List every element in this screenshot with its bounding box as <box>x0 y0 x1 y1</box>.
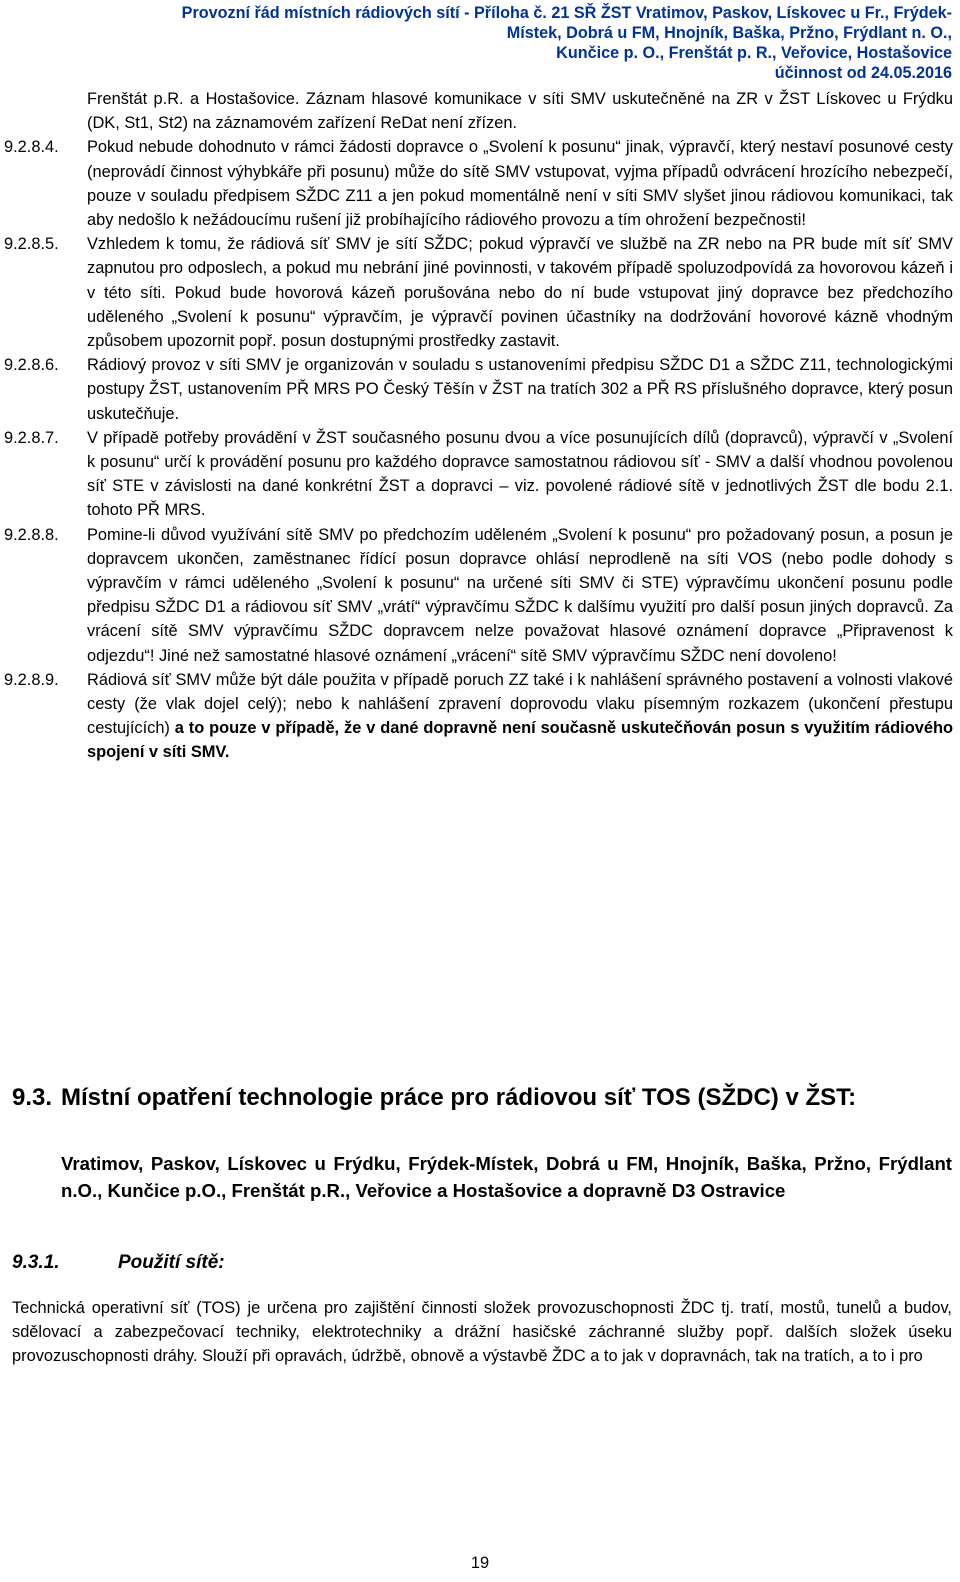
section-heading-9-3 <box>12 1082 952 1113</box>
paragraph-text: Vzhledem k tomu, že rádiová síť SMV je sítí SŽDC; pokud výpravčí ve službě na ZR nebo na PR bude mít síť SMV zapnutou pro odposlech, a pokud mu nebrání jiné povinnosti, v takovém případě spoluzodpovídá za hovorovou kázeň i v této síti. Pokud bude hovorová kázeň porušována nebo do ní bude vstupovat jiný dopravce bez předchozího uděleného „Svolení k posunu“ výpravčím, je výpravčí povinen účastníky na dodržování hovorové kázně vhodným způsobem upozornit popř. posun dostupnými prostředky zastavit. <box>87 235 953 351</box>
section-title: Místní opatření technologie práce pro rádiovou síť TOS (SŽDC) v ŽST: <box>61 1084 857 1111</box>
header-title-line-3: Kunčice p. O., Frenštát p. R., Veřovice, Hostašovice <box>556 44 952 62</box>
paragraph-9-2-8-6 <box>4 353 953 426</box>
paragraph-text: Rádiový provoz v síti SMV je organizován v souladu s ustanoveními předpisu SŽDC D1 a SŽDC Z11, technologickými postupy ŽST, ustanovením PŘ MRS PO Český Těšín v ŽST na tratích 302 a PŘ RS příslušného dopravce, který posun uskutečňuje. <box>87 356 953 423</box>
paragraph-number: 9.2.8.9. <box>4 670 59 689</box>
paragraph-text: Rádiová síť SMV může být dále použita v případě poruch ZZ také i k nahlášení správného postavení a volnosti vlakové cesty (že vlak dojel celý); nebo k nahlášení zpravení doprovodu vlaku písemným rozkazem (ukončení přestupu cestujících) <box>87 670 953 738</box>
section-number: 9.3. <box>12 1084 53 1111</box>
paragraph-bold-text: a to pouze v případě, že v dané dopravně není současně uskutečňován posun s využitím rádiového spojení v síti SMV. <box>87 719 953 762</box>
paragraph-9-2-8-8 <box>4 523 953 668</box>
paragraph-number: 9.2.8.8. <box>4 525 59 544</box>
page-number: 19 <box>470 1554 490 1572</box>
paragraph-text: V případě potřeby provádění v ŽST současného posunu dvou a více posunujících dílů (dopravců), výpravčí v „Svolení k posunu“ určí k provádění posunu pro každého dopravce samostatnou rádiovou síť - SMV a další vhodnou povolenou síť STE v závislosti na dané konkrétní ŽST a dopravci – viz. povolené rádiové sítě v jednotlivých ŽST dle bodu 2.1. tohoto PŘ MRS. <box>87 428 953 520</box>
subsection-number: 9.3.1. <box>12 1252 60 1273</box>
section-stations-list: Vratimov, Paskov, Lískovec u Frýdku, Frýdek-Místek, Dobrá u FM, Hnojník, Baška, Pržno, Frýdlant n.O., Kunčice p.O., Frenštát p.R., Veřovice a Hostašovice a dopravně D3 Ostravice <box>61 1153 952 1201</box>
subsection-title: Použití sítě: <box>118 1252 225 1273</box>
paragraph-9-2-8-9 <box>4 668 953 765</box>
header-title-line-1: Provozní řád místních rádiových sítí - Příloha č. 21 SŘ ŽST Vratimov, Paskov, Lískovec u Fr., Frýdek- <box>181 4 952 22</box>
tos-description-paragraph: Technická operativní síť (TOS) je určena pro zajištění činnosti složek provozuschopnosti ŽDC tj. tratí, mostů, tunelů a budov, sdělovací a zabezpečovací techniky, elektrotechniky a drážní hasičské záchranné služby popř. dalších složek úseku provozuschopnosti dráhy. Slouží při opravách, údržbě, obnově a výstavbě ŽDC a to jak v dopravnách, tak na tratích, a to i pro <box>12 1299 952 1366</box>
paragraph-number: 9.2.8.4. <box>4 138 59 157</box>
paragraph-number: 9.2.8.6. <box>4 356 59 375</box>
paragraph-continued <box>87 87 953 135</box>
page-header <box>6 3 952 83</box>
document-body <box>4 87 953 765</box>
paragraph-text: Pokud nebude dohodnuto v rámci žádosti dopravce o „Svolení k posunu“ jinak, výpravčí, který nestaví posunové cesty (neprovádí činnost výhybkáře při posunu) může do sítě SMV vstupovat, vyjma případů odvrácení hrozícího nebezpečí, pouze v souladu předpisem SŽDC Z11 a jen pokud momentálně není v síti SMV slyšet jinou rádiovou komunikaci, tak aby nedošlo k nežádoucímu rušení již probíhajícího rádiového provozu a tím ohrožení bezpečnosti! <box>87 138 953 230</box>
paragraph-text: Pomine-li důvod využívání sítě SMV po předchozím uděleném „Svolení k posunu“ pro požadovaný posun, a posun je dopravcem ukončen, zaměstnanec řídící posun dopravce ohlásí neprodleně na síti VOS (nebo podle dohody s výpravčím v rámci uděleného „Svolení k posunu“ na určené síti SMV či STE) výpravčímu ukončení posunu podle předpisu SŽDC D1 a rádiovou síť SMV „vrátí“ výpravčímu SŽDC k dalšímu využití pro další posun jiných dopravců. Za vrácení sítě SMV výpravčímu SŽDC dopravcem nelze považovat hlasové oznámení dopravce „Připravenost k odjezdu“! Jiné než samostatné hlasové oznámení „vrácení“ sítě SMV výpravčímu SŽDC není dovoleno! <box>87 525 953 665</box>
header-validity: účinnost od 24.05.2016 <box>774 64 952 82</box>
paragraph-9-2-8-4 <box>4 135 953 232</box>
header-title-line-2: Místek, Dobrá u FM, Hnojník, Baška, Pržno, Frýdlant n. O., <box>506 24 952 42</box>
paragraph-text: Frenštát p.R. a Hostašovice. Záznam hlasové komunikace v síti SMV uskutečněné na ZR v ŽST Lískovec u Frýdku (DK, St1, St2) na záznamovém zařízení ReDat není zřízen. <box>87 90 953 133</box>
paragraph-text-wrapper <box>87 668 953 765</box>
paragraph-number: 9.2.8.5. <box>4 235 59 254</box>
paragraph-9-2-8-7 <box>4 426 953 523</box>
paragraph-9-2-8-5 <box>4 232 953 353</box>
paragraph-number: 9.2.8.7. <box>4 428 59 447</box>
